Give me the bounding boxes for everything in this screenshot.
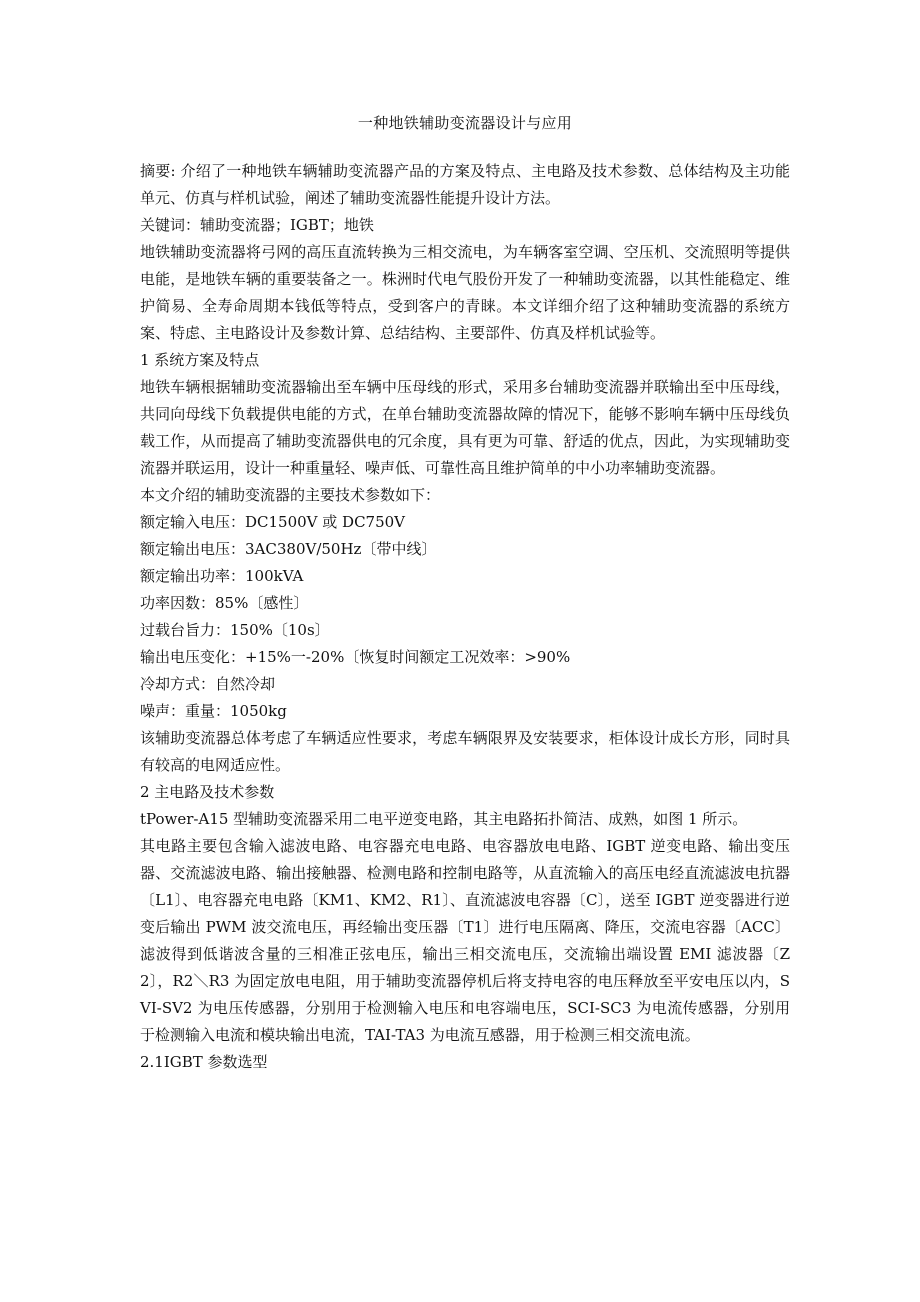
section-heading-2-1: 2.1IGBT 参数选型 (140, 1053, 268, 1071)
section-heading-1: 1 系统方案及特点 (140, 351, 260, 369)
param-noise-weight: 噪声：重量：1050kg (140, 702, 287, 720)
intro-paragraph: 地铁辅助变流器将弓网的高压直流转换为三相交流电，为车辆客室空调、空压机、交流照明等提供电能，是地铁车辆的重要装备之一。株洲时代电气股份开发了一种辅助变流器，以其性能稳定、维护简易、全寿命周期本钱低等特点，受到客户的青睐。本文详细介绍了这种辅助变流器的系统方案、特虑、主电路设计及参数计算、总结结构、主要部件、仿真及样机试验等。 (140, 243, 790, 342)
param-rated-output-power: 额定输出功率：100kVA (140, 567, 304, 585)
section-2-intro: tPower-A15 型辅助变流器采用二电平逆变电路，其主电路拓扑简洁、成熟，如图 1 所示。 (140, 810, 748, 828)
document-title: 一种地铁辅助变流器设计与应用 (357, 114, 573, 132)
keywords-paragraph: 关键词：辅助变流器；IGBT；地铁 (140, 216, 374, 234)
param-rated-input-voltage: 额定输入电压：DC1500V 或 DC750V (140, 513, 406, 531)
document-page (140, 113, 790, 1076)
main-circuit-paragraph: 其电路主要包含输入滤波电路、电容器充电电路、电容器放电电路、IGBT 逆变电路、输出变压器、交流滤波电路、输出接触器、检测电路和控制电路等，从直流输入的高压电经直流滤波电抗器〔L1〕、电容器充电电路〔KM1、KM2、R1〕、直流滤波电容器〔C〕，送至 IGBT 逆变器进行逆变后输出 PWM 波交流电压，再经输出变压器〔T1〕进行电压隔离、降压，交流电容器〔ACC〕滤波得到低谐波含量的三相准正弦电压，输出三相交流电压，交流输出端设置 EMI 滤波器〔Z2〕，R2＼R3 为固定放电电阻，用于辅助变流器停机后将支持电容的电压释放至平安电压以内，SVI-SV2 为电压传感器，分别用于检测输入电压和电容端电压，SCI-SC3 为电流传感器，分别用于检测输入电流和模块输出电流，TAI-TA3 为电流互感器，用于检测三相交流电流。 (140, 837, 790, 1044)
params-intro-paragraph: 本文介绍的辅助变流器的主要技术参数如下： (140, 486, 441, 504)
param-cooling: 冷却方式：自然冷却 (140, 675, 276, 693)
abstract-paragraph: 摘要: 介绍了一种地铁车辆辅助变流器产品的方案及特点、主电路及技术参数、总体结构及主功能单元、仿真与样机试验，阐述了辅助变流器性能提升设计方法。 (140, 162, 790, 207)
param-rated-output-voltage: 额定输出电压：3AC380V/50Hz〔带中线〕 (140, 540, 437, 558)
section-1-paragraph: 地铁车辆根据辅助变流器输出至车辆中压母线的形式，采用多台辅助变流器并联输出至中压母线，共同向母线下负载提供电能的方式，在单台辅助变流器故障的情况下，能够不影响车辆中压母线负载工作，从而提高了辅助变流器供电的冗余度，具有更为可靠、舒适的优点，因此，为实现辅助变流器并联运用，设计一种重量轻、噪声低、可靠性高且维护简单的中小功率辅助变流器。 (140, 378, 790, 477)
param-output-voltage-variation: 输出电压变化：+15%一-20%〔恢复时间额定工况效率：>90% (140, 648, 571, 666)
design-paragraph: 该辅助变流器总体考虑了车辆适应性要求，考虑车辆限界及安装要求，柜体设计成长方形，同时具有较高的电网适应性。 (140, 729, 790, 774)
section-heading-2: 2 主电路及技术参数 (140, 783, 275, 801)
param-power-factor: 功率因数：85%〔感性〕 (140, 594, 309, 612)
param-overload: 过载台旨力：150%〔10s〕 (140, 621, 330, 639)
